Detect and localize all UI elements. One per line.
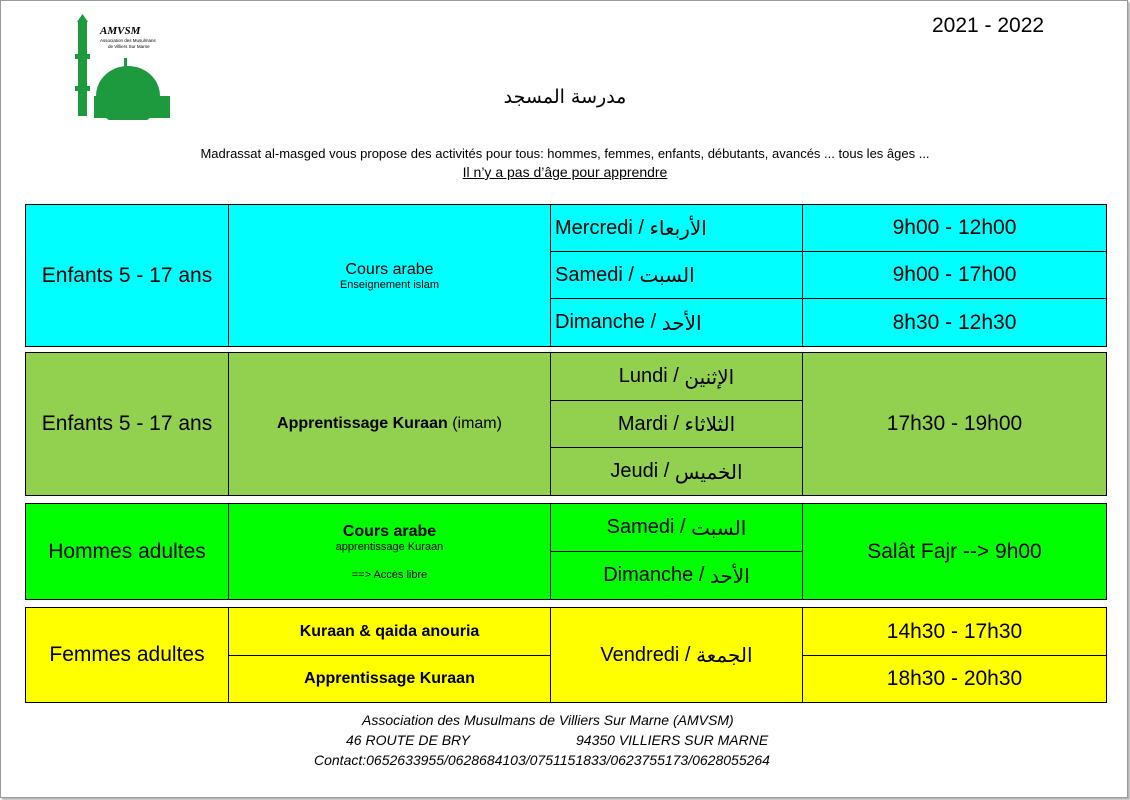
- footer-contact: Contact:0652633955/0628684103/0751151833/0623755173/0628055264: [314, 752, 770, 768]
- group-children-kuraan: Enfants 5 - 17 ans: [25, 352, 229, 496]
- intro-text: Madrassat al-masged vous propose des activités pour tous: hommes, femmes, enfants, débutants, avancés ... tous les âges ...: [200, 146, 930, 161]
- day-arabic: الأحد: [661, 310, 702, 335]
- day-label: Vendredi /: [600, 643, 691, 666]
- course-men: [228, 503, 551, 600]
- course-note: ==> Accès libre: [351, 568, 428, 581]
- day-cell: [550, 551, 803, 600]
- motto-text: Il n’y a pas d’âge pour apprendre: [462, 164, 668, 180]
- day-cell: [550, 503, 803, 552]
- day-arabic: السبت: [691, 515, 747, 540]
- time-cell: 9h00 - 17h00: [802, 251, 1107, 299]
- day-arabic: الأربعاء: [649, 216, 707, 240]
- logo-subtitle-1: Association des Musulmans: [100, 38, 156, 43]
- course-title: Apprentissage Kuraan: [277, 415, 448, 432]
- course-extra: (imam): [447, 415, 502, 432]
- day-arabic: السبت: [639, 263, 695, 287]
- day-cell: [550, 400, 803, 448]
- time-cell: 14h30 - 17h30: [802, 607, 1107, 656]
- motto: [0, 164, 1130, 180]
- day-cell: [550, 607, 803, 703]
- day-cell: [550, 251, 803, 299]
- footer-association: Association des Musulmans de Villiers Sur Marne (AMVSM): [362, 712, 734, 728]
- course-subtitle: apprentissage Kuraan: [335, 540, 444, 553]
- day-arabic: الأحد: [709, 563, 750, 588]
- course-children-kuraan: [228, 352, 551, 496]
- course-title: Cours arabe: [345, 260, 434, 278]
- course-subtitle: Enseignement islam: [339, 278, 440, 291]
- group-women: Femmes adultes: [25, 607, 229, 703]
- course-children-arabic: [228, 204, 551, 347]
- footer-city: 94350 VILLIERS SUR MARNE: [576, 732, 769, 748]
- day-label: Samedi /: [555, 263, 634, 286]
- day-label: Dimanche /: [603, 564, 705, 586]
- logo-subtitle-2: de Villiers Sur Marne: [108, 44, 150, 49]
- school-year: 2021 - 2022: [932, 14, 1045, 37]
- time-cell: Salât Fajr --> 9h00: [802, 503, 1107, 600]
- day-cell: [550, 204, 803, 252]
- day-cell: [550, 447, 803, 496]
- day-label: Jeudi /: [610, 460, 670, 482]
- time-cell: 9h00 - 12h00: [802, 204, 1107, 252]
- course-title: Cours arabe: [342, 522, 437, 540]
- day-cell: [550, 352, 803, 401]
- course-cell: Apprentissage Kuraan: [228, 655, 551, 703]
- day-label: Lundi /: [618, 365, 679, 387]
- day-arabic: الإثنين: [684, 364, 735, 389]
- time-cell: 8h30 - 12h30: [802, 298, 1107, 347]
- time-cell: 17h30 - 19h00: [802, 352, 1107, 496]
- day-label: Samedi /: [606, 516, 686, 538]
- day-arabic: الخميس: [674, 459, 743, 484]
- day-cell: [550, 298, 803, 347]
- time-cell: 18h30 - 20h30: [802, 655, 1107, 703]
- group-children-arabic: Enfants 5 - 17 ans: [25, 204, 229, 347]
- arabic-title: مدرسة المسجد: [503, 86, 627, 108]
- footer-address: 46 ROUTE DE BRY: [346, 732, 470, 748]
- day-arabic: الجمعة: [696, 643, 753, 667]
- day-arabic: الثلاثاء: [684, 412, 736, 436]
- group-men: Hommes adultes: [25, 503, 229, 600]
- day-label: Mardi /: [617, 412, 679, 435]
- logo-text: AMVSM: [100, 25, 141, 37]
- course-cell: Kuraan & qaida anouria: [228, 607, 551, 656]
- day-label: Dimanche /: [555, 311, 657, 333]
- day-label: Mercredi /: [555, 216, 644, 239]
